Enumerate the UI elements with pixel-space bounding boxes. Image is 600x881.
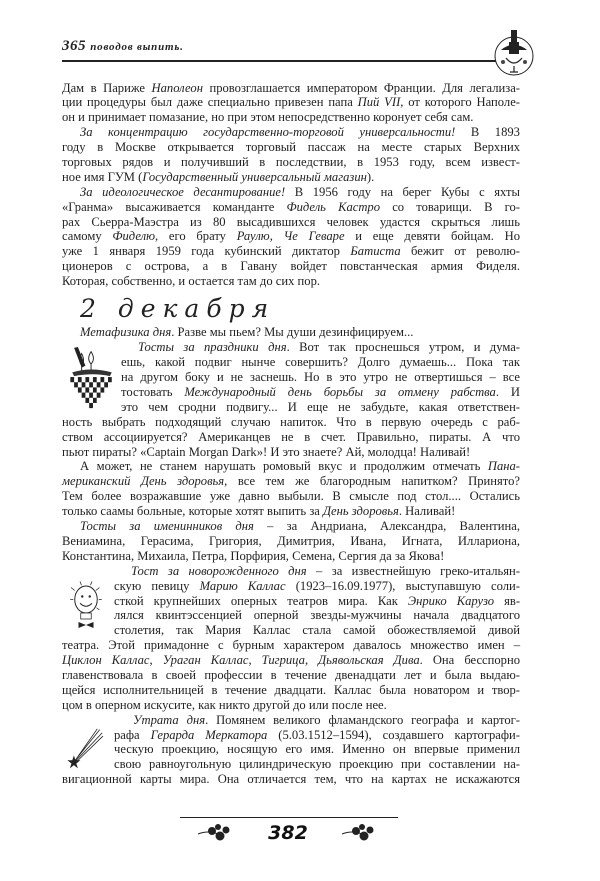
- body-text: ционеров с острова, а в Гавану войдет повстанческая армия Фиделя.: [62, 259, 520, 274]
- checker-square: [100, 377, 104, 382]
- body-text: тостовать: [121, 385, 185, 400]
- text-line: [62, 140, 520, 155]
- checker-square: [82, 393, 86, 398]
- running-head-number: 365: [62, 38, 86, 54]
- checker-square: [89, 403, 93, 408]
- text-line: [62, 229, 520, 244]
- running-head-title: поводов выпить.: [90, 41, 184, 53]
- body-text: театра. Этой примадонне с бурным характером давалось множество имен –: [62, 638, 520, 653]
- text-line: [62, 274, 520, 289]
- text-line: [62, 772, 520, 787]
- text-line: [62, 125, 520, 140]
- body-text: – за известнейшую греко-итальян-: [306, 563, 520, 578]
- text-line: [62, 579, 520, 594]
- text-line: [62, 623, 520, 638]
- text-line: [62, 185, 520, 200]
- body-text: . Разве мы пьем? Мы души дезинфицируем...: [171, 325, 414, 340]
- body-text: ,: [269, 229, 284, 244]
- checker-square: [85, 387, 89, 392]
- text-line: [62, 698, 520, 713]
- checker-square: [78, 387, 82, 392]
- floral-ornament-left-icon: [196, 822, 236, 844]
- emphasis-text: Раулю: [236, 229, 270, 244]
- header-rule: [62, 60, 498, 62]
- emphasis-text: Марию Каллас: [199, 578, 286, 593]
- emphasis-text: Энрико Карузо: [407, 593, 495, 608]
- emphasis-text: За идеологическое десантирование!: [80, 184, 286, 199]
- body-text: рафа: [114, 727, 151, 742]
- emphasis-text: Фидель Кастро: [286, 199, 381, 214]
- emphasis-text: Ураган Каллас: [162, 653, 249, 668]
- body-text: лялся квинтэссенцией оперной звезды-мужчины начала двадцатого: [114, 608, 520, 623]
- shooting-star-icon: [66, 728, 106, 770]
- champagne-checkerboard-icon: [68, 346, 116, 410]
- text-line: [62, 683, 520, 698]
- body-text: . Наливай!: [398, 504, 456, 519]
- paragraph: [62, 340, 520, 459]
- paragraph: [62, 713, 520, 787]
- emphasis-text: За концентрацию государственно-торговой универсальности!: [80, 125, 456, 140]
- body-text: В 1893: [455, 125, 520, 140]
- checker-square: [85, 377, 89, 382]
- text-line: [62, 459, 520, 474]
- paragraph: [62, 564, 520, 713]
- body-text: Вениамина, Герасима, Григория, Димитрия, Ивана, Игната, Иллариона,: [62, 533, 520, 548]
- text-line: [62, 400, 520, 415]
- checker-square: [82, 382, 86, 387]
- text-line: [62, 668, 520, 683]
- text-line: [62, 170, 520, 185]
- footer-rule: [180, 817, 398, 818]
- emphasis-text: Тосты за праздники дня: [138, 340, 287, 355]
- text-line: [62, 608, 520, 623]
- checker-square: [100, 387, 104, 392]
- emphasis-text: Циклон Каллас: [62, 653, 150, 668]
- checker-square: [97, 393, 101, 398]
- body-text: щейся исполнительницей в течение двадцати. Каллас была новатором и твор-: [62, 682, 520, 697]
- body-text: Тем более возражавшие уже давно выбыли. В смысле под стол.... Остались: [62, 489, 520, 504]
- body-text: торговых рядов и получивший в последствии, в 1953 году, всем извест-: [62, 154, 520, 169]
- text-line: [62, 385, 520, 400]
- emphasis-text: Международный день борьбы за отмену рабства: [184, 385, 496, 400]
- body-text: бежит от револю-: [400, 244, 520, 259]
- paragraph: [62, 519, 520, 564]
- body-text: уже 1 января 1959 года кубинский диктатор: [62, 244, 351, 259]
- emphasis-text: Тосты за именинников дня: [80, 519, 254, 534]
- text-line: [62, 757, 520, 772]
- checker-square: [104, 382, 108, 387]
- wine-bottle-emblem-icon: [492, 28, 536, 78]
- body-text: сткой крупнейших оперных театров мира. Как: [114, 593, 408, 608]
- body-text: самому: [62, 229, 113, 244]
- emphasis-text: Государственный универсальный магазин: [142, 169, 367, 184]
- text-line: [62, 549, 520, 564]
- text-line: [62, 370, 520, 385]
- body-text: свою равноугольную цилиндрическую проекцию при составлении на-: [114, 757, 520, 772]
- checker-square: [89, 382, 93, 387]
- body-text: В 1956 году на берег Кубы с яхты: [285, 184, 520, 199]
- checker-square: [93, 387, 97, 392]
- text-line: [62, 200, 520, 215]
- checker-square: [85, 398, 89, 403]
- body-text: . И: [495, 385, 520, 400]
- text-line: [62, 638, 520, 653]
- checker-square: [93, 398, 97, 403]
- body-text: . Она бесспорно: [419, 653, 521, 668]
- body-text: А может, не станем нарушать ромовый вкус и продолжим отмечать: [80, 459, 488, 474]
- text-line: [62, 340, 520, 355]
- body-text: (1923–16.09.1977), выступавшую соли-: [285, 578, 520, 593]
- text-line: [62, 415, 520, 430]
- body-text: году в Москве открывается торговый пассаж на месте старых Верхних: [62, 140, 520, 155]
- paragraph: [62, 325, 520, 340]
- emphasis-text: Фиделю: [112, 229, 155, 244]
- emphasis-text: Утрата дня: [133, 712, 206, 727]
- emphasis-text: Батиста: [350, 244, 401, 259]
- page-number: 382: [268, 822, 308, 844]
- body-text: пьют пираты? «Captain Morgan Dark»! И это знаете? Ай, молодца! Наливай!: [62, 444, 471, 459]
- body-text: со товарищи. В го-: [380, 199, 520, 214]
- text-line: [62, 244, 520, 259]
- body-text: только саамы больные, которые хотят выпить за: [62, 504, 324, 519]
- body-text: ).: [366, 169, 375, 184]
- body-text: Константина, Михаила, Петра, Порфирия, Семена, Сергия да за Якова!: [62, 548, 445, 563]
- text-line: [62, 355, 520, 370]
- floral-ornament-right-icon: [340, 822, 380, 844]
- body-text: Дам в Париже: [62, 80, 152, 95]
- body-text: на другом боку и не заснешь. Но в это утро не отвертишься – все: [121, 370, 520, 385]
- day-heading: 2 декабря: [80, 293, 276, 323]
- text-line: [62, 474, 520, 489]
- body-text: Которая, собственно, и остается там до сих пор.: [62, 274, 321, 289]
- light-bulb-smiley-icon: [66, 580, 106, 634]
- emphasis-text: Че Геваре: [283, 229, 345, 244]
- body-text: ,: [149, 653, 163, 668]
- body-text: ешь, какой подвиг нынче совершить? Долго думаешь... Пока так: [121, 355, 520, 370]
- paragraph: [62, 185, 520, 289]
- checker-square: [93, 377, 97, 382]
- body-text: ,: [304, 653, 319, 668]
- body-text: (5.03.1512–1594), создавшего картографи-: [267, 727, 520, 742]
- emphasis-text: Пана-: [487, 459, 520, 474]
- emphasis-text: День здоровья: [323, 504, 399, 519]
- body-text: скую певицу: [114, 578, 200, 593]
- text-line: [62, 504, 520, 519]
- page-body: [62, 81, 520, 788]
- emphasis-text: Метафизика дня: [80, 325, 172, 340]
- emphasis-text: Наполеон: [151, 80, 203, 95]
- emphasis-text: Герарда Меркатора: [150, 727, 268, 742]
- checker-square: [70, 377, 74, 382]
- checker-square: [74, 382, 78, 387]
- text-line: [62, 155, 520, 170]
- paragraph: [62, 125, 520, 185]
- body-text: вигационной карты мира. Она отличается тем, что на картах не искажаются: [62, 772, 520, 787]
- intro-section: [62, 81, 520, 289]
- body-text: , все тем же благородным напитком? Принято?: [224, 474, 520, 489]
- text-line: [62, 728, 520, 743]
- text-line: [62, 325, 520, 340]
- text-line: [62, 445, 520, 460]
- body-text: , от которого Наполе-: [400, 95, 520, 110]
- text-line: [62, 594, 520, 609]
- emphasis-text: мериканский День здоровья: [62, 474, 225, 489]
- text-line: [62, 534, 520, 549]
- body-text: . Помянем великого фламандского географа и картог-: [205, 712, 520, 727]
- body-text: это чем сродни подвигу... И еще не забудьте, какая ответствен-: [121, 399, 520, 414]
- checker-square: [89, 393, 93, 398]
- body-text: яв-: [494, 593, 521, 608]
- body-text: ,: [248, 653, 262, 668]
- text-line: [62, 259, 520, 274]
- text-line: [62, 95, 520, 110]
- text-line: [62, 215, 520, 230]
- body-text: , его брату: [154, 229, 237, 244]
- body-text: ческую проекцию, носящую его имя. Именно он впервые применил: [114, 742, 520, 757]
- text-line: [62, 430, 520, 445]
- day-section: [62, 325, 520, 787]
- body-text: и еще девяти бойцам. Но: [344, 229, 521, 244]
- body-text: ность выбрать подходящий случаю напиток. Что в первую очередь с раб-: [62, 414, 520, 429]
- checker-square: [108, 377, 112, 382]
- text-line: [62, 519, 520, 534]
- body-text: ное имя ГУМ (: [62, 169, 143, 184]
- body-text: . Вот так проснешься утром, и дума-: [286, 340, 521, 355]
- emphasis-text: Тост за новорожденного дня: [131, 563, 307, 578]
- text-line: [62, 110, 520, 125]
- body-text: он и принимает помазание, но при этом непосредственно коронует себя сам.: [62, 110, 474, 125]
- text-line: [62, 713, 520, 728]
- body-text: цом в оперном искусите, как никто другой до или после нее.: [62, 697, 387, 712]
- body-text: рах Сьерра-Маэстра из 80 высадившихся человек удастся скрыться лишь: [62, 214, 520, 229]
- body-text: «Гранма» высаживается команданте: [62, 199, 287, 214]
- checker-square: [78, 377, 82, 382]
- emphasis-text: Дьявольская Дива: [318, 653, 420, 668]
- text-line: [62, 489, 520, 504]
- checker-square: [97, 382, 101, 387]
- body-text: провозглашается императором Франции. Для легализа-: [202, 80, 521, 95]
- text-line: [62, 564, 520, 579]
- body-text: столетия, так Мария Каллас стала самой обожествляемой дивой: [114, 623, 520, 638]
- running-head: [62, 38, 184, 55]
- paragraph: [62, 81, 520, 126]
- text-line: [62, 81, 520, 96]
- emphasis-text: Тигрица: [261, 653, 305, 668]
- text-line: [62, 653, 520, 668]
- text-line: [62, 742, 520, 757]
- body-text: ством ассоциируется? Американцев не в счет. Правильно, пираты. А что: [62, 429, 520, 444]
- emphasis-text: Пий VII: [357, 95, 401, 110]
- body-text: – за Андриана, Александра, Валентина,: [253, 519, 520, 534]
- paragraph: [62, 459, 520, 519]
- body-text: ции процедуры был даже специально привезен папа: [62, 95, 358, 110]
- body-text: главенствовала в своей профессии в течение двенадцати лет и была выдаю-: [62, 667, 520, 682]
